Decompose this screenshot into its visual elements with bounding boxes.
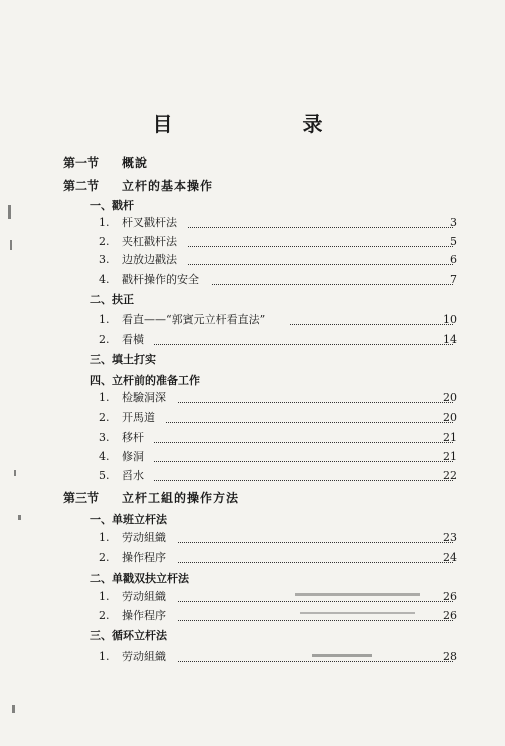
toc-entry xyxy=(0,408,505,428)
entry-label: 边放边戳法 xyxy=(122,253,177,266)
entry-page: 10 xyxy=(443,313,457,326)
subsection-title: 三、填土打实 xyxy=(90,353,156,366)
page-title: 目 录 xyxy=(152,112,353,136)
toc-entry xyxy=(0,232,505,252)
entry-label: 操作程序 xyxy=(122,609,166,622)
entry-number: 2. xyxy=(99,551,110,564)
entry-page: 23 xyxy=(443,531,457,544)
subsection-title: 二、单戳双扶立杆法 xyxy=(90,572,189,585)
entry-number: 1. xyxy=(99,313,110,326)
toc-entry xyxy=(0,587,505,607)
entry-page: 26 xyxy=(443,609,457,622)
entry-page: 20 xyxy=(443,411,457,424)
leader-dots xyxy=(154,441,453,443)
entry-page: 24 xyxy=(443,551,457,564)
toc-entry xyxy=(0,270,505,290)
entry-number: 1. xyxy=(99,650,110,663)
section-number: 第三节 xyxy=(63,491,100,505)
entry-label: 杆叉戳杆法 xyxy=(122,216,177,229)
entry-label: 看直——“郭賓元立杆看直法” xyxy=(122,313,266,326)
entry-number: 4. xyxy=(99,450,110,463)
scan-mark xyxy=(14,470,16,476)
entry-number: 1. xyxy=(99,391,110,404)
entry-label: 舀水 xyxy=(122,469,144,482)
toc-subsection xyxy=(0,626,505,646)
toc-entry xyxy=(0,466,505,486)
leader-dots xyxy=(188,245,453,247)
leader-dots xyxy=(178,619,453,621)
entry-label: 检驗洞深 xyxy=(122,391,166,404)
entry-label: 修洞 xyxy=(122,450,144,463)
toc-subsection xyxy=(0,569,505,589)
entry-label: 操作程序 xyxy=(122,551,166,564)
toc-section xyxy=(0,176,505,196)
toc-entry xyxy=(0,647,505,667)
entry-number: 4. xyxy=(99,273,110,286)
section-title: 概說 xyxy=(122,156,149,170)
entry-label: 戳杆操作的安全 xyxy=(122,273,199,286)
section-title: 立杆的基本操作 xyxy=(122,179,214,193)
entry-number: 2. xyxy=(99,609,110,622)
section-number: 第二节 xyxy=(63,179,100,193)
entry-label: 开馬道 xyxy=(122,411,155,424)
scan-mark xyxy=(8,205,11,219)
entry-page: 28 xyxy=(443,650,457,663)
leader-dots xyxy=(178,660,453,662)
entry-page: 21 xyxy=(443,431,457,444)
subsection-title: 一、戳杆 xyxy=(90,199,134,212)
entry-page: 22 xyxy=(443,469,457,482)
toc-entry xyxy=(0,250,505,270)
toc-entry xyxy=(0,447,505,467)
entry-label: 劳动組織 xyxy=(122,531,166,544)
leader-dots xyxy=(188,226,453,228)
entry-number: 5. xyxy=(99,469,110,482)
entry-number: 1. xyxy=(99,216,110,229)
leader-dots xyxy=(290,323,453,325)
toc-entry xyxy=(0,548,505,568)
entry-number: 3. xyxy=(99,253,110,266)
toc-section xyxy=(0,153,505,173)
toc-subsection xyxy=(0,290,505,310)
entry-page: 14 xyxy=(443,333,457,346)
entry-label: 劳动組織 xyxy=(122,650,166,663)
entry-page: 7 xyxy=(450,273,457,286)
leader-dots xyxy=(154,479,453,481)
leader-dots xyxy=(178,541,453,543)
entry-page: 21 xyxy=(443,450,457,463)
scan-mark xyxy=(300,612,415,614)
leader-dots xyxy=(178,600,453,602)
entry-number: 2. xyxy=(99,333,110,346)
subsection-title: 一、单班立杆法 xyxy=(90,513,167,526)
toc-entry xyxy=(0,388,505,408)
scan-mark xyxy=(12,705,15,713)
scan-mark xyxy=(312,654,372,657)
leader-dots xyxy=(178,401,453,403)
leader-dots xyxy=(154,343,453,345)
entry-number: 1. xyxy=(99,531,110,544)
toc-entry xyxy=(0,428,505,448)
toc-entry xyxy=(0,606,505,626)
toc-subsection xyxy=(0,510,505,530)
toc-entry xyxy=(0,310,505,330)
entry-page: 3 xyxy=(450,216,457,229)
subsection-title: 三、循环立杆法 xyxy=(90,629,167,642)
entry-label: 看橫 xyxy=(122,333,144,346)
entry-label: 移杆 xyxy=(122,431,144,444)
section-number: 第一节 xyxy=(63,156,100,170)
entry-label: 劳动組織 xyxy=(122,590,166,603)
entry-page: 6 xyxy=(450,253,457,266)
scan-mark xyxy=(18,515,21,520)
entry-label: 夹杠戳杆法 xyxy=(122,235,177,248)
entry-number: 3. xyxy=(99,431,110,444)
toc-section xyxy=(0,488,505,508)
leader-dots xyxy=(188,263,453,265)
scan-mark xyxy=(10,240,12,250)
toc-entry xyxy=(0,213,505,233)
subsection-title: 二、扶正 xyxy=(90,293,134,306)
toc-entry xyxy=(0,330,505,350)
leader-dots xyxy=(154,460,453,462)
leader-dots xyxy=(212,283,453,285)
toc-entry xyxy=(0,528,505,548)
leader-dots xyxy=(178,561,453,563)
entry-number: 2. xyxy=(99,411,110,424)
entry-number: 2. xyxy=(99,235,110,248)
entry-page: 26 xyxy=(443,590,457,603)
leader-dots xyxy=(166,421,453,423)
subsection-title: 四、立杆前的准备工作 xyxy=(90,374,200,387)
entry-page: 20 xyxy=(443,391,457,404)
section-title: 立杆工組的操作方法 xyxy=(122,491,240,505)
scan-mark xyxy=(295,593,420,596)
toc-subsection xyxy=(0,350,505,370)
entry-number: 1. xyxy=(99,590,110,603)
entry-page: 5 xyxy=(450,235,457,248)
